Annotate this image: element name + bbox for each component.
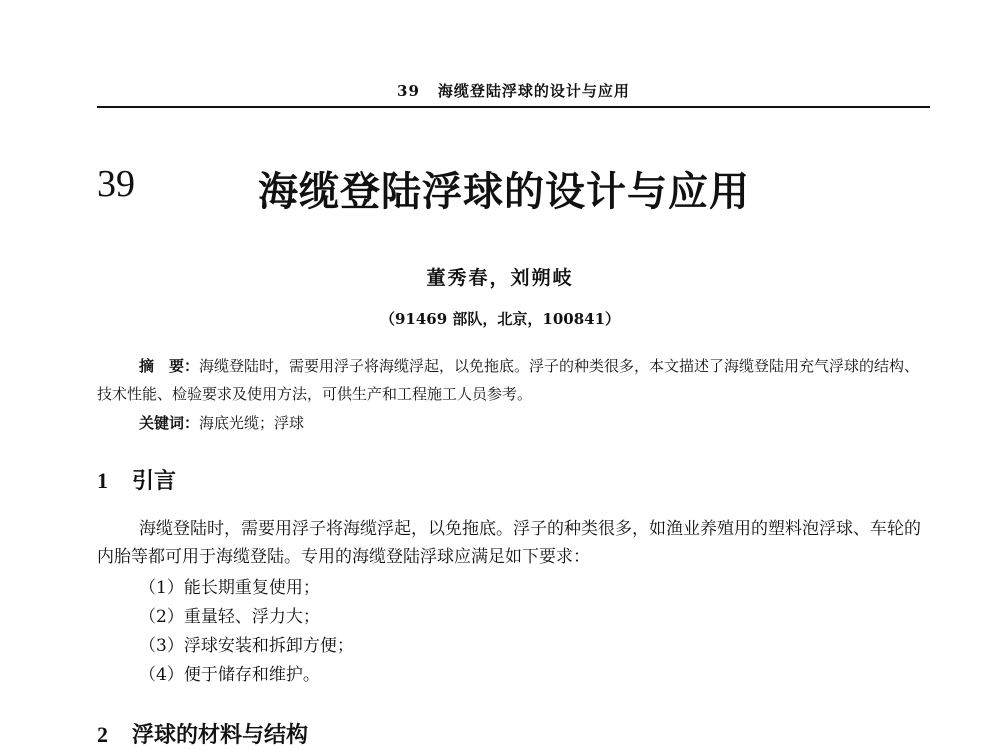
requirements-list: [139, 574, 354, 690]
keywords: [139, 412, 304, 433]
section-heading-introduction: [97, 464, 176, 495]
section-heading-materials: [97, 718, 308, 749]
abstract: [97, 352, 930, 408]
running-header-title: 海缆登陆浮球的设计与应用: [437, 82, 630, 100]
chapter-number: 39: [97, 163, 135, 205]
authors: 董秀春，刘朔岐: [426, 267, 574, 289]
intro-paragraph: 海缆登陆时，需要用浮子将海缆浮起，以免拖底。浮子的种类很多，如渔业养殖用的塑料泡浮球、车轮的内胎等都可用于海缆登陆。专用的海缆登陆浮球应满足如下要求：: [97, 519, 921, 567]
abstract-text: 海缆登陆时，需要用浮子将海缆浮起，以免拖底。浮子的种类很多，本文描述了海缆登陆用充气浮球的结构、技术性能、检验要求及使用方法，可供生产和工程施工人员参考。: [97, 357, 920, 403]
keywords-text: 海底光缆；浮球: [199, 414, 305, 432]
affiliation: （91469 部队，北京，100841）: [379, 310, 621, 328]
keywords-label: 关键词：: [139, 414, 200, 432]
header-rule: [97, 106, 930, 108]
list-item: （4）便于储存和维护。: [139, 665, 320, 685]
running-header: [97, 80, 930, 101]
section-number: 2: [97, 722, 108, 747]
section-number: 1: [97, 468, 108, 493]
list-item: （2）重量轻、浮力大；: [139, 607, 320, 627]
abstract-label: 摘 要：: [139, 357, 200, 375]
running-header-number: 39: [397, 82, 420, 100]
chapter-title: 海缆登陆浮球的设计与应用: [258, 168, 750, 215]
list-item: （3）浮球安装和拆卸方便；: [139, 636, 354, 656]
section-title: 引言: [132, 469, 177, 494]
section-title: 浮球的材料与结构: [132, 723, 309, 748]
list-item: （1）能长期重复使用；: [139, 578, 320, 598]
